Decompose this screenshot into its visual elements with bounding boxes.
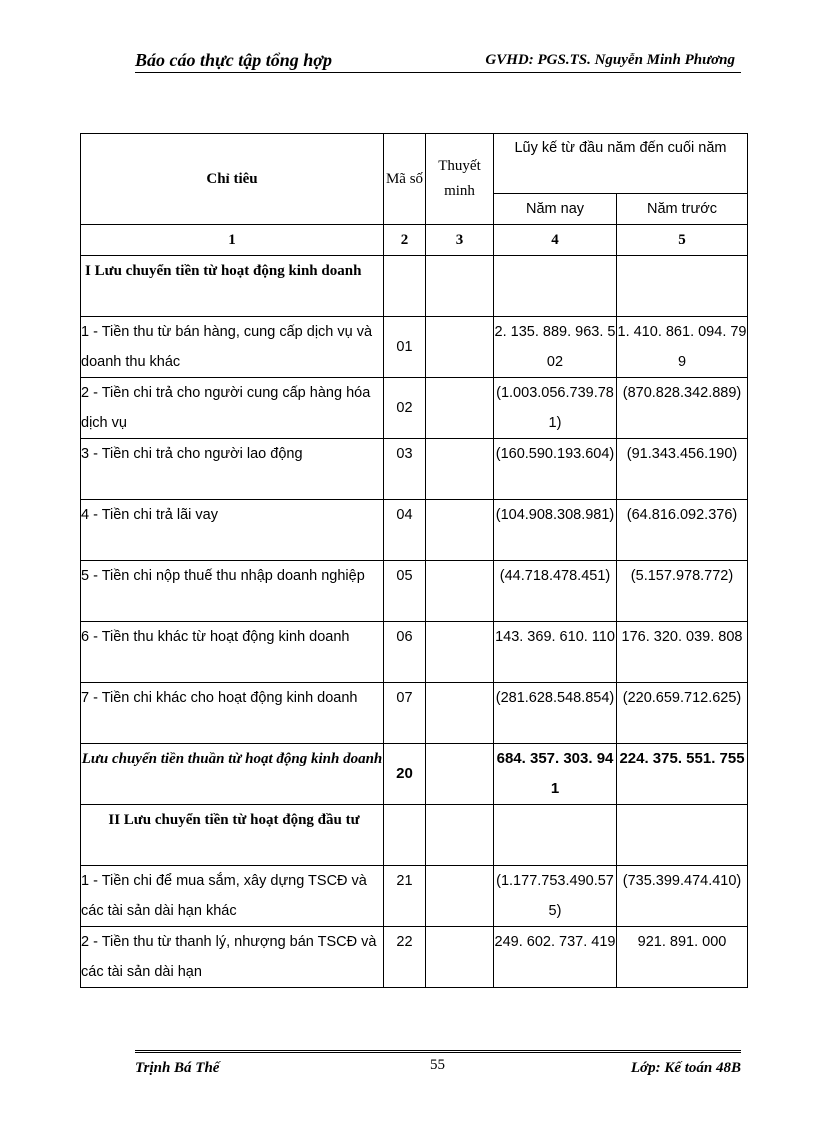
col-number: 2: [384, 225, 426, 256]
subtotal-code: 20: [384, 744, 426, 805]
row-this-year: (44.718.478.451): [494, 561, 617, 622]
author-name: Trịnh Bá Thế: [135, 1060, 220, 1076]
row-this-year: (160.590.193.604): [494, 439, 617, 500]
row-code: 03: [384, 439, 426, 500]
class-label: Lớp: Kế toán 48B: [630, 1060, 741, 1076]
subtotal-label: Lưu chuyển tiền thuần từ hoạt động kinh doanh: [81, 744, 384, 805]
header-code: Mã số: [384, 134, 426, 225]
header-this-year: Năm nay: [494, 193, 617, 224]
row-this-year: (1.177.753.490.575): [494, 866, 617, 927]
row-code: 06: [384, 622, 426, 683]
row-label: 4 - Tiền chi trả lãi vay: [81, 500, 384, 561]
section-title: II Lưu chuyển tiền từ hoạt động đầu tư: [81, 805, 384, 866]
section-row: [81, 256, 748, 317]
subtotal-row: [81, 744, 748, 805]
row-label: 2 - Tiền thu từ thanh lý, nhượng bán TSCĐ và các tài sản dài hạn: [81, 927, 384, 988]
row-label: 3 - Tiền chi trả cho người lao động: [81, 439, 384, 500]
table-row: [81, 683, 748, 744]
row-this-year: 2. 135. 889. 963. 502: [494, 317, 617, 378]
page-header: [135, 48, 741, 73]
table-row: [81, 561, 748, 622]
row-this-year: (281.628.548.854): [494, 683, 617, 744]
row-code: 05: [384, 561, 426, 622]
table-row: [81, 500, 748, 561]
row-label: 6 - Tiền thu khác từ hoạt động kinh doanh: [81, 622, 384, 683]
subtotal-last-year: 224. 375. 551. 755: [617, 744, 748, 805]
col-number: 1: [81, 225, 384, 256]
row-code: 04: [384, 500, 426, 561]
section-title: I Lưu chuyển tiền từ hoạt động kinh doanh: [81, 256, 384, 317]
section-row: [81, 805, 748, 866]
row-code: 02: [384, 378, 426, 439]
row-code: 07: [384, 683, 426, 744]
row-code: 21: [384, 866, 426, 927]
page-footer: [135, 1050, 741, 1083]
row-label: 7 - Tiền chi khác cho hoạt động kinh doanh: [81, 683, 384, 744]
header-accumulated: Lũy kế từ đầu năm đến cuối năm: [494, 134, 748, 194]
row-last-year: (220.659.712.625): [617, 683, 748, 744]
row-code: 22: [384, 927, 426, 988]
row-code: 01: [384, 317, 426, 378]
header-last-year: Năm trước: [617, 193, 748, 224]
row-this-year: 143. 369. 610. 110: [494, 622, 617, 683]
row-last-year: (64.816.092.376): [617, 500, 748, 561]
table-row: [81, 866, 748, 927]
header-note: Thuyết minh: [426, 134, 494, 225]
header-indicator: Chỉ tiêu: [81, 134, 384, 225]
table-row: [81, 317, 748, 378]
col-number: 4: [494, 225, 617, 256]
row-last-year: 176. 320. 039. 808: [617, 622, 748, 683]
row-label: 2 - Tiền chi trả cho người cung cấp hàng hóa dịch vụ: [81, 378, 384, 439]
row-last-year: 1. 410. 861. 094. 799: [617, 317, 748, 378]
row-last-year: (735.399.474.410): [617, 866, 748, 927]
table-row: [81, 622, 748, 683]
table-header-row: [81, 134, 748, 194]
column-number-row: [81, 225, 748, 256]
row-label: 1 - Tiền thu từ bán hàng, cung cấp dịch vụ và doanh thu khác: [81, 317, 384, 378]
row-last-year: 921. 891. 000: [617, 927, 748, 988]
row-this-year: (1.003.056.739.781): [494, 378, 617, 439]
col-number: 5: [617, 225, 748, 256]
cash-flow-table: [80, 133, 748, 988]
row-label: 5 - Tiền chi nộp thuế thu nhập doanh nghiệp: [81, 561, 384, 622]
table-row: [81, 378, 748, 439]
row-this-year: (104.908.308.981): [494, 500, 617, 561]
row-label: 1 - Tiền chi để mua sắm, xây dựng TSCĐ và các tài sản dài hạn khác: [81, 866, 384, 927]
row-this-year: 249. 602. 737. 419: [494, 927, 617, 988]
report-title: Báo cáo thực tập tổng hợp: [135, 50, 332, 70]
supervisor: GVHD: PGS.TS. Nguyễn Minh Phương: [485, 52, 735, 68]
table-row: [81, 439, 748, 500]
page-number: 55: [430, 1057, 445, 1073]
row-last-year: (870.828.342.889): [617, 378, 748, 439]
row-last-year: (91.343.456.190): [617, 439, 748, 500]
subtotal-this-year: 684. 357. 303. 941: [494, 744, 617, 805]
col-number: 3: [426, 225, 494, 256]
table-row: [81, 927, 748, 988]
row-last-year: (5.157.978.772): [617, 561, 748, 622]
